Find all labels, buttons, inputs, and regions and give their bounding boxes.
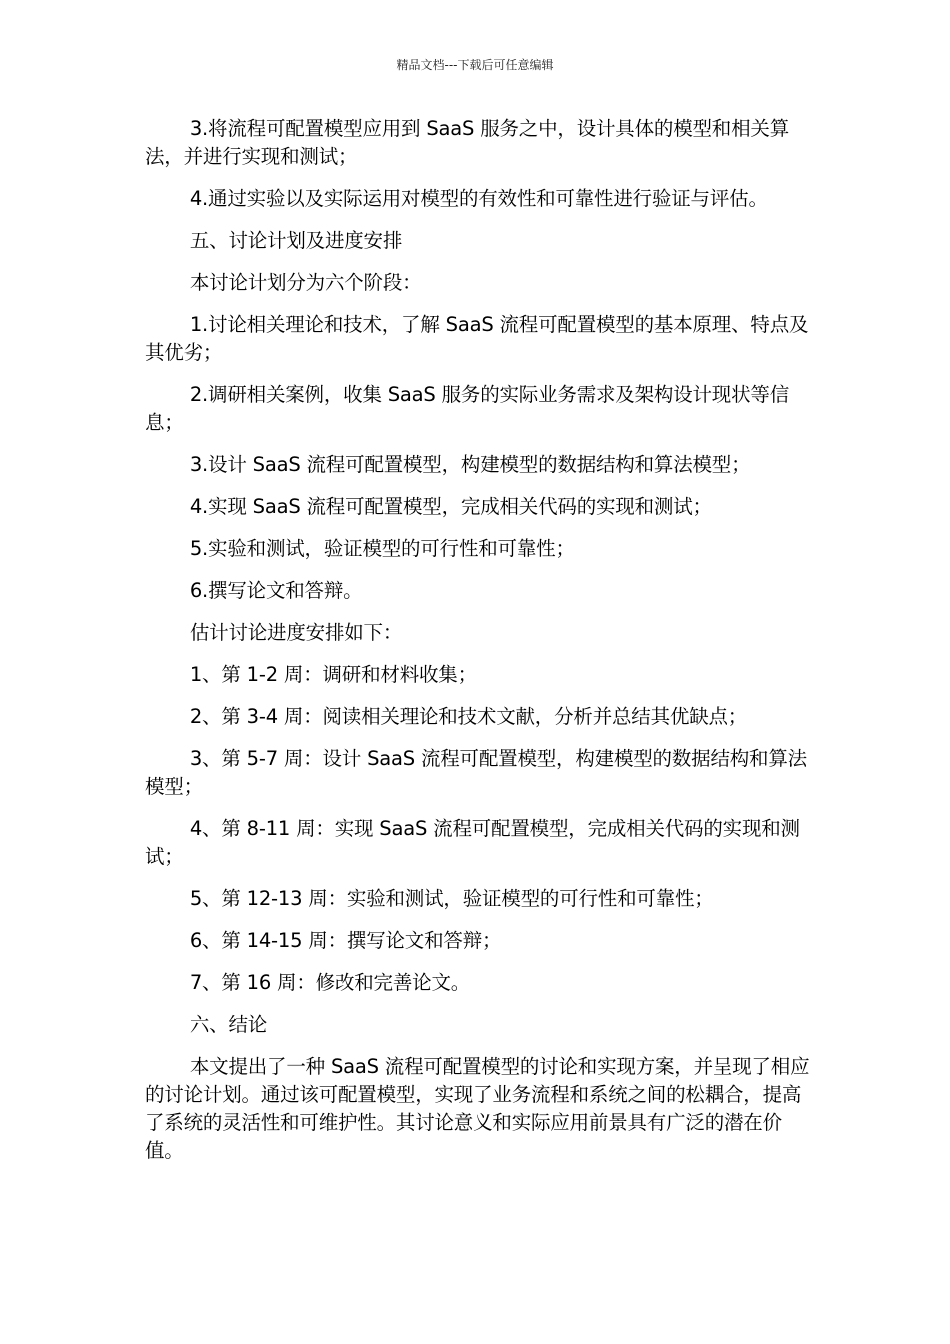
document-body	[145, 115, 810, 1179]
paragraph-stage-1: 1.讨论相关理论和技术，了解 SaaS 流程可配置模型的基本原理、特点及其优劣；	[145, 313, 809, 364]
paragraph-conclusion: 本文提出了一种 SaaS 流程可配置模型的讨论和实现方案，并呈现了相应的讨论计划。通过该可配置模型，实现了业务流程和系统之间的松耦合，提高了系统的灵活性和可维护性。其讨论意义和实际应用前景具有广泛的潜在价值。	[145, 1055, 810, 1162]
paragraph-stage-2: 2.调研相关案例，收集 SaaS 服务的实际业务需求及架构设计现状等信息；	[145, 383, 790, 434]
paragraph-stage-5: 5.实验和测试，验证模型的可行性和可靠性；	[189, 537, 575, 560]
paragraph-schedule-7: 7、第 16 周：修改和完善论文。	[189, 971, 471, 994]
paragraph-stage-4: 4.实现 SaaS 流程可配置模型，完成相关代码的实现和测试；	[189, 495, 712, 518]
paragraph-schedule-1: 1、第 1-2 周：调研和材料收集；	[189, 663, 477, 686]
paragraph-schedule-5: 5、第 12-13 周：实验和测试，验证模型的可行性和可靠性；	[189, 887, 714, 910]
paragraph-schedule-3: 3、第 5-7 周：设计 SaaS 流程可配置模型，构建模型的数据结构和算法模型；	[145, 747, 807, 798]
paragraph-stage-3: 3.设计 SaaS 流程可配置模型，构建模型的数据结构和算法模型；	[189, 453, 751, 476]
paragraph-schedule-intro: 估计讨论进度安排如下：	[189, 621, 403, 644]
paragraph-schedule-6: 6、第 14-15 周：撰写论文和答辩；	[189, 929, 502, 952]
section-heading-conclusion: 六、结论	[189, 1013, 268, 1036]
paragraph-goal-3: 3.将流程可配置模型应用到 SaaS 服务之中，设计具体的模型和相关算法，并进行实现和测试；	[145, 117, 790, 168]
paragraph-schedule-4: 4、第 8-11 周：实现 SaaS 流程可配置模型，完成相关代码的实现和测试；	[145, 817, 800, 868]
paragraph-stage-6: 6.撰写论文和答辩。	[189, 579, 363, 602]
page-header: 精品文档---下载后可任意编辑	[396, 58, 554, 72]
section-heading-plan: 五、讨论计划及进度安排	[189, 229, 403, 252]
paragraph-schedule-2: 2、第 3-4 周：阅读相关理论和技术文献，分析并总结其优缺点；	[189, 705, 748, 728]
paragraph-plan-intro: 本讨论计划分为六个阶段：	[189, 271, 422, 294]
paragraph-goal-4: 4.通过实验以及实际运用对模型的有效性和可靠性进行验证与评估。	[189, 187, 768, 210]
